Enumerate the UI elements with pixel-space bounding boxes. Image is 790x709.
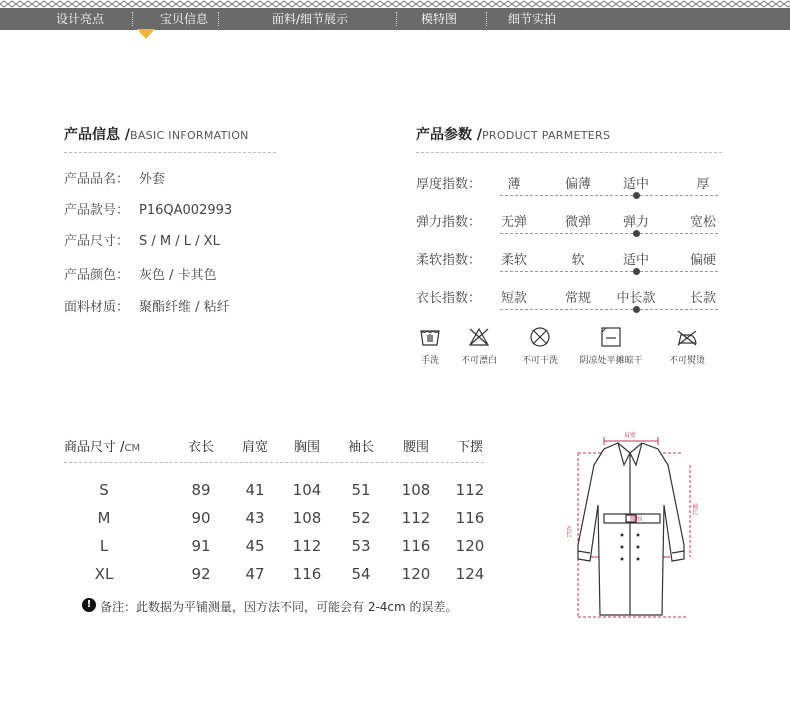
care-label: 不可干洗 [521, 356, 559, 366]
table-header-cell: 肩宽 [241, 440, 269, 455]
table-cell: 116 [292, 565, 322, 583]
nav-item-product-info[interactable]: 宝贝信息 [160, 12, 209, 26]
param-option: 适中 [622, 253, 650, 268]
param-selected-dot [633, 230, 640, 237]
care-label: 不可漂白 [460, 356, 498, 366]
no-iron-icon [675, 325, 699, 349]
info-value: P16QA002993 [139, 203, 233, 218]
nav-item-fabric-details[interactable]: 面料/细节展示 [272, 12, 349, 26]
param-label: 柔软指数： [416, 253, 482, 268]
measurement-note: 备注：此数据为平铺测量，因方法不同，可能会有 2-4cm 的误差。 [100, 600, 458, 614]
table-header-cell: 胸围 [293, 440, 321, 455]
info-label: 产品品名： [64, 172, 130, 187]
info-row-style-no [64, 199, 232, 218]
size-table-title-text: 商品尺寸 / [64, 440, 125, 455]
product-info-title-en: BASIC INFORMATION [130, 129, 249, 142]
param-option: 宽松 [689, 215, 717, 230]
info-row-size [64, 230, 220, 249]
hand-wash-icon [418, 325, 442, 349]
table-header-cell: 衣长 [187, 440, 215, 455]
info-label: 产品款号： [64, 203, 130, 218]
table-cell: 45 [245, 537, 265, 555]
no-tumble-dry-icon [528, 325, 552, 349]
nav-item-design-highlights[interactable]: 设计亮点 [56, 12, 105, 26]
info-label: 产品颜色： [64, 268, 130, 283]
param-option: 软 [571, 253, 585, 268]
nav-bar [0, 8, 790, 30]
info-row-material [64, 296, 230, 315]
nav-separator [218, 12, 219, 26]
table-cell: 112 [292, 537, 322, 555]
table-header-cell: 袖长 [347, 440, 375, 455]
info-value: S / M / L / XL [139, 234, 220, 249]
product-info-heading [64, 124, 249, 144]
info-value: 灰色 / 卡其色 [139, 268, 217, 283]
dry-flat-in-shade-icon [599, 325, 623, 349]
nav-separator [132, 12, 133, 26]
care-label: 阴凉处平摊晾干 [579, 356, 643, 366]
info-value: 聚酯纤维 / 粘纤 [139, 300, 230, 315]
table-cell: 52 [351, 509, 371, 527]
param-option: 常规 [564, 291, 592, 306]
size-table-unit: CM [124, 443, 141, 454]
nav-separator [396, 12, 397, 26]
param-label: 厚度指数： [416, 177, 482, 192]
label-sleeve: 袖长 [690, 503, 698, 515]
nav-item-model-photos[interactable]: 模特图 [421, 12, 458, 26]
param-label: 衣长指数： [416, 291, 482, 306]
table-cell: 89 [191, 481, 211, 499]
table-cell: 47 [245, 565, 265, 583]
param-selected-dot [633, 306, 640, 313]
product-params-title-en: PRODUCT PARMETERS [482, 129, 611, 142]
table-cell: 116 [401, 537, 431, 555]
info-row-color [64, 264, 217, 283]
table-cell: 108 [401, 481, 431, 499]
table-size-cell: XL [94, 565, 114, 583]
divider [416, 152, 722, 153]
param-option: 厚 [696, 177, 710, 192]
param-option: 长款 [689, 291, 717, 306]
table-size-cell: M [97, 509, 111, 527]
table-size-cell: L [99, 537, 109, 555]
no-bleach-icon [467, 325, 491, 349]
table-cell: 54 [351, 565, 371, 583]
table-cell: 90 [191, 509, 211, 527]
warning-icon: ! [82, 598, 96, 612]
table-cell: 43 [245, 509, 265, 527]
table-cell: 112 [401, 509, 431, 527]
param-selected-dot [633, 192, 640, 199]
table-size-cell: S [99, 481, 109, 499]
param-option: 短款 [500, 291, 528, 306]
param-scale-line [500, 195, 718, 196]
table-cell: 104 [292, 481, 322, 499]
param-scale-line [500, 233, 718, 234]
param-option: 柔软 [500, 253, 528, 268]
param-scale-line [500, 309, 718, 310]
table-header-cell: 下摆 [456, 440, 484, 455]
param-option: 薄 [507, 177, 521, 192]
coat-outline [578, 443, 684, 615]
coat-measurement-diagram [560, 425, 700, 625]
product-info-title: 产品信息 / [64, 127, 130, 143]
param-option: 偏薄 [564, 177, 592, 192]
param-option: 中长款 [616, 291, 656, 306]
label-length: 衣长 [564, 525, 572, 537]
table-cell: 92 [191, 565, 211, 583]
nav-item-detail-shots[interactable]: 细节实拍 [508, 12, 557, 26]
param-option: 适中 [622, 177, 650, 192]
table-cell: 112 [455, 481, 485, 499]
product-params-title: 产品参数 / [416, 127, 482, 143]
table-cell: 116 [455, 509, 485, 527]
table-cell: 51 [351, 481, 371, 499]
nav-separator [486, 12, 487, 26]
label-waist: 腰围 [630, 516, 643, 523]
care-label: 手洗 [420, 356, 440, 366]
table-cell: 120 [401, 565, 431, 583]
info-value: 外套 [139, 172, 166, 187]
param-option: 无弹 [500, 215, 528, 230]
param-label: 弹力指数： [416, 215, 482, 230]
table-cell: 108 [292, 509, 322, 527]
info-label: 产品尺寸： [64, 234, 130, 249]
nav-decor-chain [0, 0, 790, 8]
divider [64, 462, 484, 463]
nav-active-pointer-icon [137, 29, 155, 39]
param-scale-line [500, 271, 718, 272]
info-label: 面料材质： [64, 300, 130, 315]
table-cell: 41 [245, 481, 265, 499]
param-option: 弹力 [622, 215, 650, 230]
size-table-title [64, 436, 140, 455]
divider [64, 152, 276, 153]
param-option: 偏硬 [689, 253, 717, 268]
param-option: 微弹 [564, 215, 592, 230]
product-params-heading [416, 124, 610, 144]
table-cell: 124 [455, 565, 485, 583]
param-selected-dot [633, 268, 640, 275]
table-cell: 120 [455, 537, 485, 555]
info-row-name [64, 168, 165, 187]
table-cell: 53 [351, 537, 371, 555]
care-label: 不可熨烫 [668, 356, 706, 366]
table-header-cell: 腰围 [402, 440, 430, 455]
table-cell: 91 [191, 537, 211, 555]
label-shoulder: 肩宽 [624, 432, 637, 439]
